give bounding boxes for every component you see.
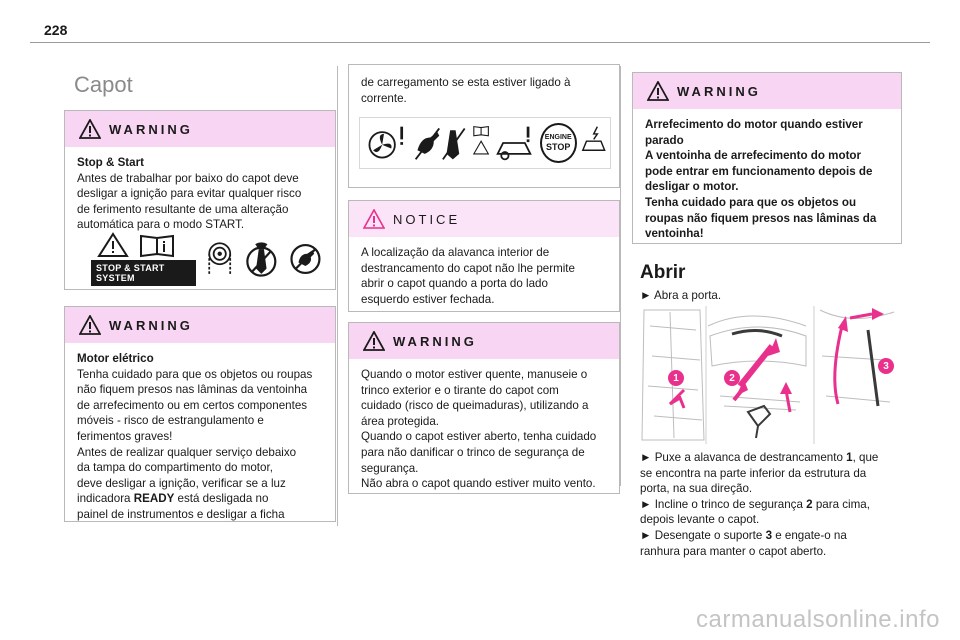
text-line: ventoinha! bbox=[645, 227, 704, 241]
warning-body bbox=[349, 359, 619, 500]
text-line: A ventoinha de arrefecimento do motor bbox=[645, 149, 862, 163]
text-line: área protegida. bbox=[361, 414, 439, 428]
warning-electric-motor bbox=[64, 306, 336, 522]
warning-label: WARNING bbox=[109, 317, 193, 333]
warning-body bbox=[633, 109, 901, 250]
step-1-cont: se encontra na parte inferior da estrutura da bbox=[640, 466, 867, 480]
text-line: Tenha cuidado para que os objetos ou bbox=[645, 195, 857, 209]
text-line: de carregamento se esta estiver ligado à bbox=[361, 76, 571, 89]
charging-car-icon bbox=[581, 121, 606, 165]
engine-hazard-icon bbox=[494, 121, 536, 165]
warning-body bbox=[65, 343, 335, 531]
warning-body bbox=[65, 147, 335, 241]
callout-2: 2 bbox=[724, 370, 740, 386]
text-line: para não danificar o trinco de segurança de bbox=[361, 445, 585, 459]
text-line: Quando o motor estiver quente, manuseie o bbox=[361, 368, 588, 381]
warning-book-group bbox=[91, 232, 196, 286]
warning-subtitle: Stop & Start bbox=[77, 156, 144, 169]
warning-label: WARNING bbox=[677, 83, 761, 99]
warning-subtitle: Motor elétrico bbox=[77, 352, 154, 365]
book-warning-icon bbox=[472, 121, 490, 165]
warning-triangle-icon bbox=[363, 331, 385, 351]
warning-triangle-icon bbox=[79, 315, 101, 335]
step-open-door: ► Abra a porta. bbox=[640, 289, 722, 302]
text-line: Quando o capot estiver aberto, tenha cuidado bbox=[361, 430, 597, 444]
notice-body bbox=[349, 237, 619, 315]
notice-label: NOTICE bbox=[393, 211, 461, 227]
notice-release-lever bbox=[348, 200, 620, 312]
section-title-capot: Capot bbox=[74, 72, 133, 97]
text-line: de ferimento resultante de uma alteração bbox=[77, 202, 289, 216]
column-divider bbox=[620, 66, 621, 486]
warning-fan-cooling bbox=[632, 72, 902, 244]
opening-steps bbox=[640, 450, 900, 559]
text-line: de arrefecimento ou em certos componentes bbox=[77, 398, 308, 412]
text-line: automática para o modo START. bbox=[77, 218, 245, 232]
belt-pulley-icon bbox=[204, 237, 235, 281]
text-line: corrente. bbox=[361, 91, 407, 105]
no-tie-icon bbox=[243, 236, 280, 282]
text-line: cuidado (risco de queimaduras), utilizando a bbox=[361, 399, 589, 413]
text-line: roupas não fiquem presos nas lâminas da bbox=[645, 211, 877, 225]
fan-hazard-icon bbox=[364, 121, 408, 165]
hood-opening-illustration bbox=[640, 306, 898, 444]
text-line: segurança. bbox=[361, 461, 419, 475]
warning-header bbox=[65, 111, 335, 147]
warning-book-icon bbox=[97, 232, 189, 258]
text-line: indicadora READY está desligada no bbox=[77, 492, 269, 506]
hazard-pictograms bbox=[359, 117, 611, 169]
warning-header bbox=[633, 73, 901, 109]
warning-label: WARNING bbox=[393, 333, 477, 349]
text-line: deve desligar a ignição, verificar se a luz bbox=[77, 476, 286, 490]
text-line: A localização da alavanca interior de bbox=[361, 246, 550, 259]
text-line: painel de instrumentos e desligar a ficha bbox=[77, 507, 285, 521]
callout-3: 3 bbox=[878, 358, 894, 374]
stop-start-pictograms bbox=[91, 235, 323, 283]
text-line: desligar o motor. bbox=[645, 180, 739, 194]
text-line: móveis - risco de estrangulamento e bbox=[77, 414, 264, 428]
text-line: Não abra o capot quando estiver muito vento. bbox=[361, 477, 596, 491]
text-line: não fiquem presos nas lâminas da ventoinha bbox=[77, 383, 308, 397]
stop-start-system-label: STOP & START SYSTEM bbox=[91, 260, 196, 286]
ready-indicator-term: READY bbox=[133, 492, 175, 506]
warning-header bbox=[349, 323, 619, 359]
watermark: carmanualsonline.info bbox=[696, 606, 940, 633]
warning-label: WARNING bbox=[109, 121, 193, 137]
no-hand-tie-icon bbox=[412, 121, 468, 165]
text-line: Antes de realizar qualquer serviço debaixo bbox=[77, 445, 297, 459]
warning-triangle-icon bbox=[79, 119, 101, 139]
page-number: 228 bbox=[44, 22, 68, 38]
warning-body bbox=[349, 65, 619, 114]
top-rule bbox=[30, 42, 930, 43]
no-hand-icon bbox=[288, 239, 323, 279]
text-line: esquerdo estiver fechada. bbox=[361, 292, 495, 306]
step-3-cont: ranhura para manter o capot aberto. bbox=[640, 544, 827, 558]
warning-stop-start bbox=[64, 110, 336, 290]
column-divider bbox=[337, 66, 338, 526]
notice-triangle-icon bbox=[363, 209, 385, 229]
callout-1: 1 bbox=[668, 370, 684, 386]
warning-triangle-icon bbox=[647, 81, 669, 101]
text-line: Antes de trabalhar por baixo do capot deve bbox=[77, 171, 299, 185]
step-2: ► Incline o trinco de segurança 2 para cima, bbox=[640, 497, 870, 511]
text-line: Tenha cuidado para que os objetos ou roupas bbox=[77, 367, 313, 381]
step-2-cont: depois levante o capot. bbox=[640, 513, 760, 527]
text-line: destrancamento do capot não lhe permite bbox=[361, 261, 575, 275]
step-3: ► Desengate o suporte 3 e engate-o na bbox=[640, 528, 847, 542]
text-line: ferimentos graves! bbox=[77, 429, 173, 443]
step-1: ► Puxe a alavanca de destrancamento 1, que bbox=[640, 451, 879, 464]
step-1-cont: porta, na sua direção. bbox=[640, 482, 753, 496]
warning-hot-engine bbox=[348, 322, 620, 494]
text-line: parado bbox=[645, 133, 684, 147]
text-line: abrir o capot quando a porta do lado bbox=[361, 277, 548, 291]
text-line: desligar a ignição para evitar qualquer risco bbox=[77, 187, 302, 201]
section-title-abrir: Abrir bbox=[640, 262, 686, 283]
text-line: pode entrar em funcionamento depois de bbox=[645, 164, 873, 178]
text-line: da tampa do compartimento do motor, bbox=[77, 461, 273, 475]
warning-continued bbox=[348, 64, 620, 188]
text-line: Arrefecimento do motor quando estiver bbox=[645, 118, 863, 131]
warning-header bbox=[65, 307, 335, 343]
engine-stop-icon: ENGINE STOP bbox=[540, 123, 577, 163]
notice-header bbox=[349, 201, 619, 237]
text-line: trinco exterior e o tirante do capot com bbox=[361, 383, 559, 397]
